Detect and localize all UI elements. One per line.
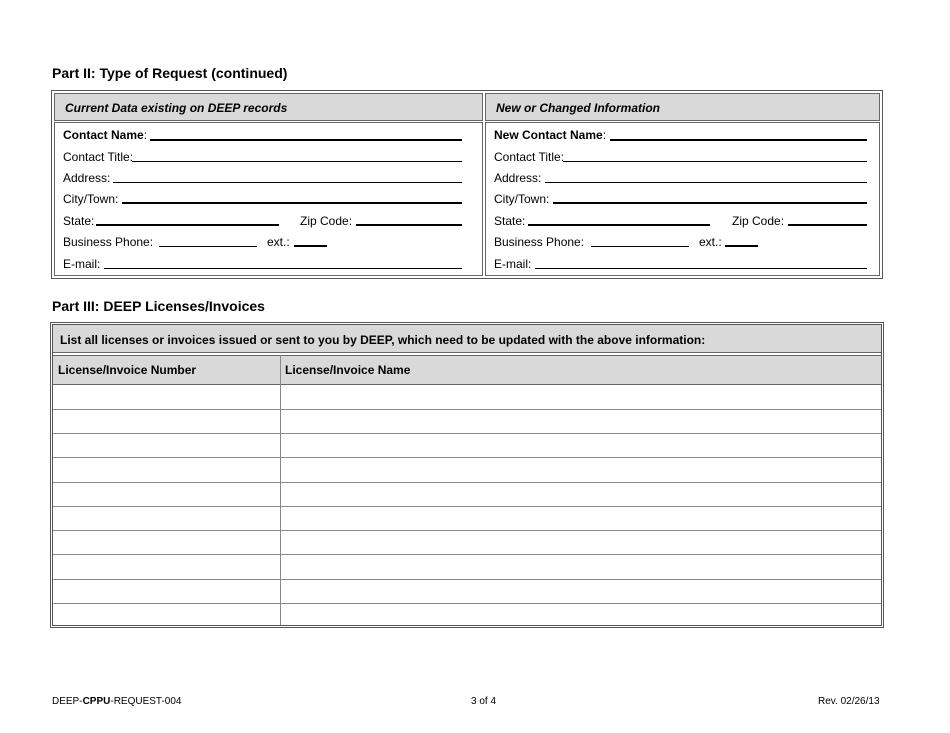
current-data-header: Current Data existing on DEEP records — [54, 93, 483, 121]
state-field[interactable] — [96, 224, 279, 226]
new-contact-title-field[interactable] — [563, 161, 867, 162]
email-label: E-mail: — [63, 257, 101, 271]
table-row[interactable] — [53, 579, 881, 580]
new-zip-label: Zip Code: — [732, 214, 785, 228]
part2-box — [51, 90, 883, 279]
license-number-column-header: License/Invoice Number — [58, 363, 197, 377]
new-state-label: State: — [494, 214, 526, 228]
new-business-phone-field[interactable] — [591, 246, 689, 247]
new-ext-label: ext.: — [699, 235, 722, 249]
new-address-field[interactable] — [545, 182, 867, 183]
new-zip-field[interactable] — [788, 224, 867, 226]
table-row[interactable] — [53, 603, 881, 604]
licenses-instruction: List all licenses or invoices issued or sent to you by DEEP, which need to be updated with the above information: — [53, 325, 881, 353]
state-label: State: — [63, 214, 95, 228]
licenses-table-header — [53, 355, 881, 385]
contact-title-field[interactable] — [132, 161, 462, 162]
licenses-table — [50, 322, 884, 628]
new-contact-title-label: Contact Title: — [494, 150, 565, 164]
new-contact-name-label: New Contact Name: — [494, 128, 607, 142]
new-address-label: Address: — [494, 171, 542, 185]
contact-title-label: Contact Title: — [63, 150, 134, 164]
page-number: 3 of 4 — [471, 696, 497, 707]
new-email-field[interactable] — [535, 268, 867, 269]
table-row[interactable] — [53, 482, 881, 483]
table-row[interactable] — [53, 554, 881, 555]
city-label: City/Town: — [63, 192, 119, 206]
contact-name-label: Contact Name: — [63, 128, 148, 142]
new-city-label: City/Town: — [494, 192, 550, 206]
column-divider — [280, 355, 281, 625]
email-field[interactable] — [104, 268, 462, 269]
new-email-label: E-mail: — [494, 257, 532, 271]
new-state-field[interactable] — [528, 224, 710, 226]
table-row[interactable] — [53, 530, 881, 531]
license-name-column-header: License/Invoice Name — [285, 363, 411, 377]
new-city-field[interactable] — [553, 202, 867, 204]
revision-date: Rev. 02/26/13 — [818, 696, 880, 707]
part2-heading: Part II: Type of Request (continued) — [52, 65, 288, 81]
zip-label: Zip Code: — [300, 214, 353, 228]
form-number: DEEP-CPPU-REQUEST-004 — [52, 696, 182, 707]
table-row[interactable] — [53, 409, 881, 410]
business-phone-field[interactable] — [159, 246, 257, 247]
new-ext-field[interactable] — [725, 245, 758, 247]
city-field[interactable] — [122, 202, 462, 204]
new-info-header: New or Changed Information — [485, 93, 880, 121]
ext-field[interactable] — [294, 245, 327, 247]
address-label: Address: — [63, 171, 111, 185]
new-contact-name-field[interactable] — [610, 139, 867, 141]
part3-heading: Part III: DEEP Licenses/Invoices — [52, 298, 265, 314]
new-business-phone-label: Business Phone: — [494, 235, 585, 249]
table-row[interactable] — [53, 457, 881, 458]
zip-field[interactable] — [356, 224, 462, 226]
table-row[interactable] — [53, 506, 881, 507]
contact-name-field[interactable] — [150, 139, 462, 141]
ext-label: ext.: — [267, 235, 290, 249]
table-row[interactable] — [53, 433, 881, 434]
business-phone-label: Business Phone: — [63, 235, 154, 249]
address-field[interactable] — [113, 182, 462, 183]
